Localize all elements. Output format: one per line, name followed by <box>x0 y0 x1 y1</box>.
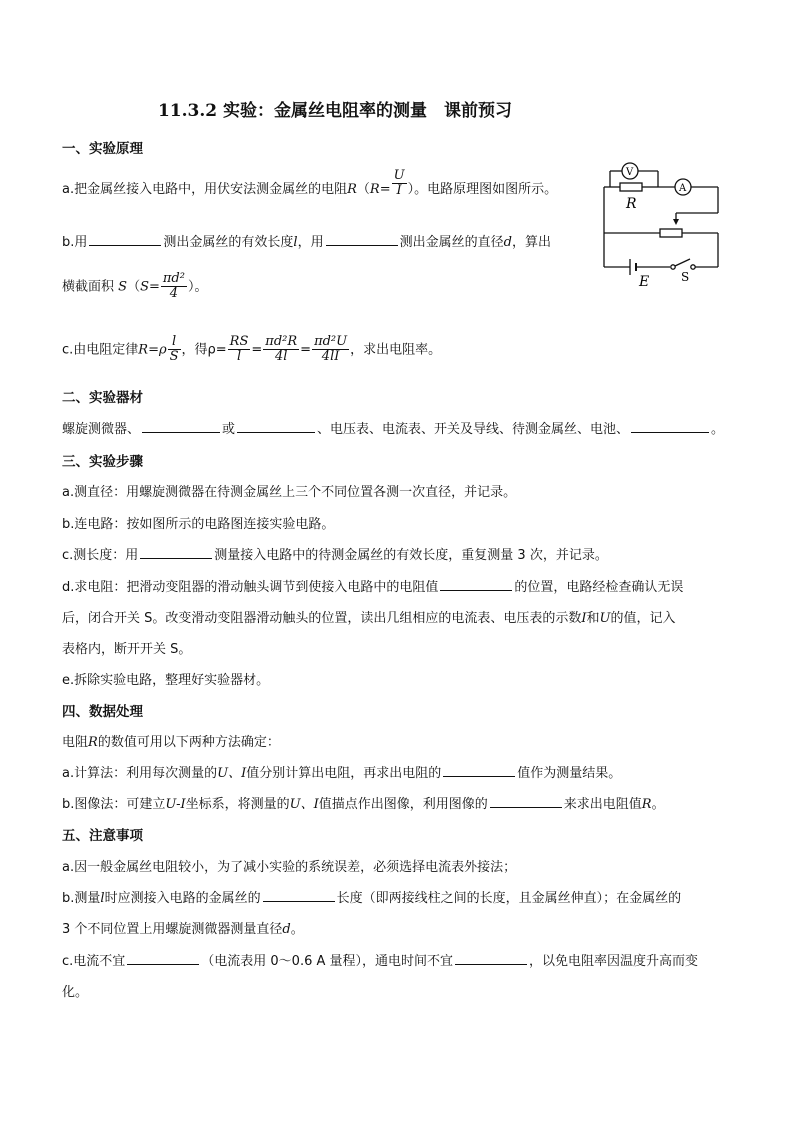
note-b-line2: 3 个不同位置上用螺旋测微器测量直径d。 <box>62 922 304 937</box>
resistor-label: R <box>626 196 637 212</box>
section-heading-data: 四、数据处理 <box>62 704 143 720</box>
section-heading-notes: 五、注意事项 <box>62 828 143 844</box>
step-a: a.测直径：用螺旋测微器在待测金属丝上三个不同位置各测一次直径，并记录。 <box>62 485 517 500</box>
note-c-line2: 化。 <box>62 985 89 1000</box>
section-heading-equipment: 二、实验器材 <box>62 390 143 406</box>
step-e: e.拆除实验电路，整理好实验器材。 <box>62 673 270 688</box>
switch-label: S <box>681 270 690 284</box>
resistor-symbol <box>620 183 642 191</box>
step-d-line2: 后，闭合开关 S。改变滑动变阻器滑动触头的位置，读出几组相应的电流表、电压表的示数I和U的值，记入 <box>62 611 676 626</box>
data-calc: a.计算法：利用每次测量的U、I值分别计算出电阻，再求出电阻的 值作为测量结果。 <box>62 766 622 781</box>
page-title: 11.3.2 实验：金属丝电阻率的测量 课前预习 <box>157 101 513 121</box>
circuit-diagram <box>596 155 726 290</box>
principle-area: 横截面积 S（S= $\frac{\text{πd²}}{4}$ ）。 <box>62 271 208 302</box>
principle-c: c.由电阻定律R=ρ $\frac{l}{S}$ ，得ρ= $\frac{RS}{l}$ = $\frac{\text{πd²R}}{4l}$ = $\frac{\text{πd²U}}{4lI}$ ，求出电阻率。 <box>62 334 442 365</box>
battery-label: E <box>639 274 650 290</box>
principle-b: b.用 测出金属丝的有效长度l，用 测出金属丝的直径d，算出 <box>62 235 551 250</box>
step-d-line1: d.求电阻：把滑动变阻器的滑动触头调节到使接入电路中的电阻值 的位置，电路经检查确认无误 <box>62 580 684 595</box>
section-heading-principle: 一、实验原理 <box>62 141 143 157</box>
step-c: c.测长度：用 测量接入电路中的待测金属丝的有效长度，重复测量 3 次，并记录。 <box>62 548 608 563</box>
note-c-line1: c.电流不宜 （电流表用 0～0.6 A 量程），通电时间不宜 ，以免电阻率因温度升高而变 <box>62 954 699 969</box>
voltmeter-label: V <box>626 167 634 178</box>
rheostat-symbol <box>660 229 682 237</box>
data-graph: b.图像法：可建立U-I坐标系，将测量的U、I值描点作出图像，利用图像的 来求出电阻值R。 <box>62 797 665 812</box>
ammeter-label: A <box>679 183 687 194</box>
switch-blade <box>675 259 690 266</box>
step-d-line3: 表格内，断开开关 S。 <box>62 642 192 657</box>
note-a: a.因一般金属丝电阻较小，为了减小实验的系统误差，必须选择电流表外接法； <box>62 860 517 875</box>
note-b-line1: b.测量l时应测接入电路的金属丝的 长度（即两接线柱之间的长度，且金属丝伸直）；在金属丝的 <box>62 891 682 906</box>
section-heading-steps: 三、实验步骤 <box>62 454 143 470</box>
data-intro: 电阻R的数值可用以下两种方法确定： <box>62 735 280 750</box>
equipment-line: 螺旋测微器、 或 、电压表、电流表、开关及导线、待测金属丝、电池、 。 <box>62 422 725 437</box>
step-b: b.连电路：按如图所示的电路图连接实验电路。 <box>62 517 335 532</box>
principle-a: a.把金属丝接入电路中，用伏安法测金属丝的电阻R（R= $\frac{U}{I}$ ）。电路原理图如图所示。 <box>62 167 558 198</box>
